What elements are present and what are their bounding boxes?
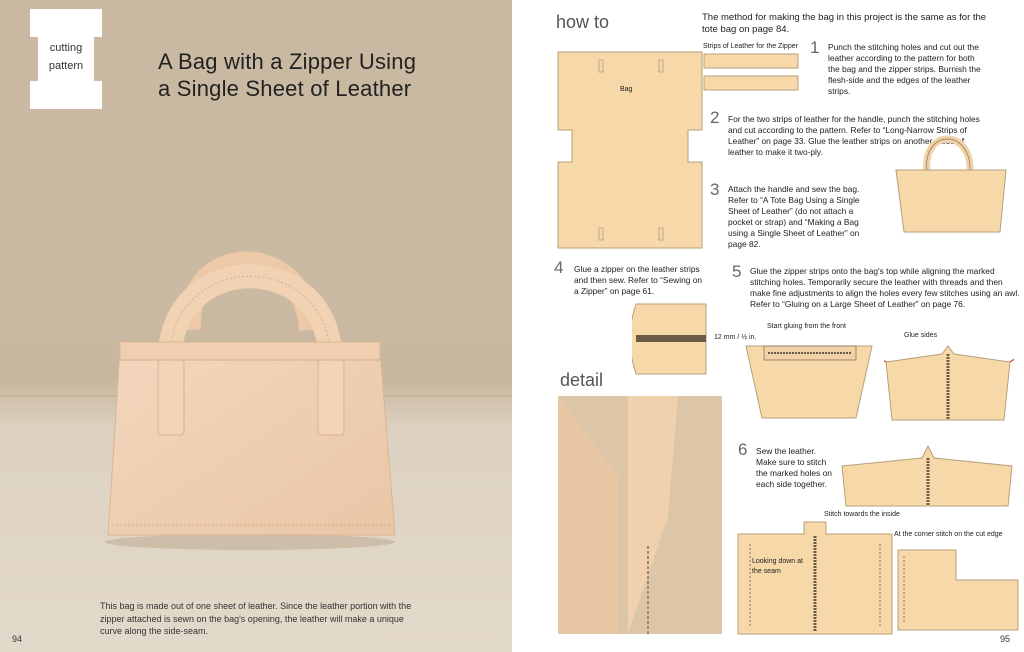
bag-photo (90, 220, 410, 550)
step-6-number: 6 (738, 440, 748, 459)
badge-line-2: pattern (48, 60, 84, 72)
step-3-number: 3 (710, 180, 720, 199)
bag-pattern-diagram (556, 50, 706, 250)
detail-photo (558, 396, 722, 634)
tote-illustration (892, 126, 1012, 236)
step-2-number: 2 (710, 108, 720, 127)
intro-text: The method for making the bag in this project is the same as for the tote bag on page 84. (702, 12, 987, 35)
step-1-text: Punch the stitching holes and cut out the leather according to the pattern for both the bag and the zipper strips. Burnish the flesh-side and the edges of the leather strips. (828, 42, 981, 96)
gluing-front-diagram (744, 332, 874, 424)
glue-sides-label: Glue sides (904, 332, 938, 339)
zipper-measure: 12 mm / ½ in. (714, 334, 757, 341)
looking-down-label: Looking down at the seam (752, 558, 803, 575)
gluing-sides-diagram (884, 340, 1014, 430)
start-gluing-label: Start gluing from the front (767, 323, 846, 330)
cutting-pattern-badge (30, 9, 102, 109)
title-line-2: a Single Sheet of Leather (158, 76, 412, 101)
title-line-1: A Bag with a Zipper Using (158, 49, 417, 74)
strips-label: Strips of Leather for the Zipper (703, 43, 798, 50)
sewing-diagram (832, 436, 1018, 512)
bag-label: Bag (620, 86, 633, 93)
step-6-text: Sew the leather. Make sure to stitch the marked holes on each side together. (756, 446, 832, 489)
step-5-number: 5 (732, 262, 742, 281)
corner-stitch-label: At the corner stitch on the cut edge (894, 531, 1003, 538)
step-5-text: Glue the zipper strips onto the bag's top while aligning the marked stitching holes. Temporarily secure the leather with threads and then make fine adjustments to align the holes every few stitches using an awl. Refer to “Gluing on a Large Sheet of Leather” on page 76. (750, 266, 1020, 309)
zipper-detail-diagram (632, 300, 712, 378)
step-2-text: For the two strips of leather for the handle, punch the stitching holes and cut according to the pattern. Refer to “Long-Narrow Strips of Leather” on page 33. Glue the leather strips on another piece of leather to make it two-ply. (728, 114, 980, 157)
page-number-left: 94 (12, 634, 23, 644)
photo-caption: This bag is made out of one sheet of leather. Since the leather portion with the zipper attached is sewn on the bag's opening, the leather will make a unique curve along the side-seam. (100, 601, 412, 636)
step-4-number: 4 (554, 258, 564, 277)
page-number-right: 95 (1000, 634, 1011, 644)
detail-heading: detail (560, 370, 604, 390)
step-4-text: Glue a zipper on the leather strips and then sew. Refer to “Sewing on a Zipper” on page 61. (574, 264, 703, 296)
step-3-text: Attach the handle and sew the bag. Refer to “A Tote Bag Using a Single Sheet of Leather” (do not attach a pocket or strap) and “Making a Bag using a Single Sheet of Leather” on page 82. (728, 184, 860, 249)
right-page (512, 0, 1024, 652)
step-1-number: 1 (810, 38, 820, 57)
how-to-heading: how to (556, 12, 610, 32)
seam-diagram (734, 520, 896, 636)
corner-diagram (896, 540, 1020, 632)
zipper-strips-diagram (702, 52, 802, 94)
badge-line-1: cutting (49, 42, 83, 54)
stitch-inside-label: Stitch towards the inside (824, 511, 900, 518)
page-title (158, 48, 416, 102)
